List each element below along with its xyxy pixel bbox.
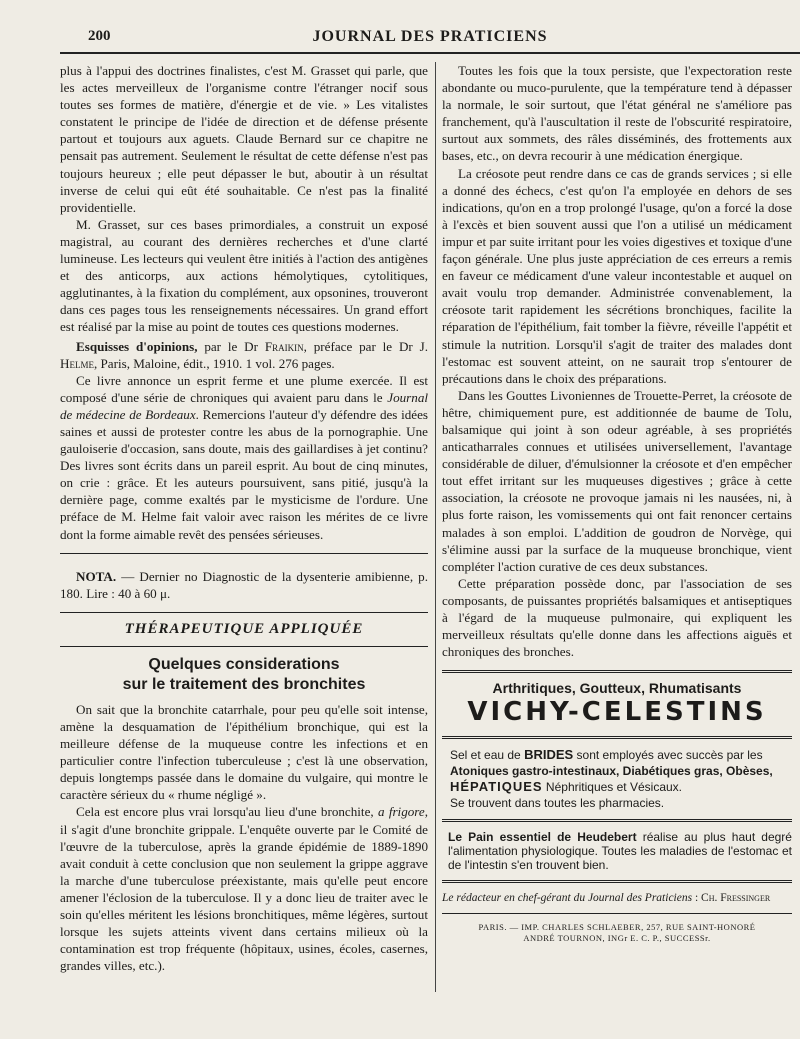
imprint-line: PARIS. — IMP. CHARLES SCHLAEBER, 257, RUE SAINT-HONORÉ: [478, 922, 756, 933]
paragraph: La créosote peut rendre dans ce cas de grands services ; si elle a donné des échecs, c'est qu'on l'a employée en dehors de ses indications, qu'on en a trop prolongé l'usage, qu'on a forcé la dose à l'excès et bien souvent aussi que l'on a utilisé un médicament impur et par suite irritant pour les voies digestives et toxique d'une façon générale. Une plus juste appréciation de ces erreurs a remis en faveur ce médicament d'une valeur incontestable et auquel on avait voulu trop demander. Administrée convenablement, la créosote tarit rapidement les sécrétions bronchiques, facilite la réparation de l'épithélium, fait tomber la fièvre, réveille l'appétit et stimule la nutrition. Lorsqu'il s'agit de traiter des malades dont l'estomac est souvent atteint, on ne saurait trop s'entourer de précautions dans le choix des préparations.: [442, 165, 792, 386]
divider: [442, 880, 792, 883]
text: , Paris, Maloine, édit., 1910. 1 vol. 276 pages.: [93, 355, 335, 371]
text: Ce livre annonce un esprit ferme et une plume exercée. Il est composé d'une série de chroniques qui avaient paru dans le: [60, 372, 428, 405]
ad-brand: BRIDES: [524, 747, 574, 763]
book-review-heading: [60, 338, 428, 372]
text: . Remercions l'auteur d'y défendre des idées saines et aussi de protester contre les abus de la pornographie. Une gauloiserie d'occasion, sans doute, mais des gaillardises à jet continu? Des livres sont écrits dans un pareil esprit. Au bout de cinq minutes, on crie : grâce. Et les auteurs poursuivent, sans pitié, jusqu'à la dernière page, comme exaltés par le mysticisme de l'ordure. Une préface de M. Helme fait valoir avec raison les mérites de ce livre dont la forme aimable revêt des pensées sérieuses.: [60, 406, 428, 542]
header-rule: [60, 52, 800, 54]
paragraph: Toutes les fois que la toux persiste, que l'expectoration reste abondante ou muco-purulente, que la température tend à dépasser la normale, le soir surtout, que l'état général ne s'améliore pas franchement, qu'à l'auscultation il reste de l'obscurité respiratoire, surtout aux sommets, des râles disséminés, des frottements aux bases, etc., on devra recourir à une médication énergique.: [442, 63, 792, 164]
divider: [60, 646, 428, 647]
advertisement-brides: [442, 747, 792, 811]
author-name: Fraikin: [264, 338, 304, 354]
divider: [442, 670, 792, 673]
paragraph: [60, 372, 428, 543]
article-title: [60, 655, 428, 695]
ad-line: Atoniques gastro-intestinaux, Diabétiques gras, Obèses,: [450, 764, 773, 779]
journal-name: Journal de médecine de Bordeaux: [60, 389, 428, 422]
editor-name: : Ch. Fressinger: [692, 892, 771, 905]
left-column: [60, 62, 428, 974]
text: Néphritiques et Vésicaux.: [542, 780, 682, 795]
divider: [442, 819, 792, 822]
paragraph: [60, 803, 428, 974]
paragraph: M. Grasset, sur ces bases primordiales, a construit un exposé magistral, au courant des dernières recherches et d'une clarté lumineuse. Les lecteurs qui veulent être initiés à l'action des antigènes et des anticorps, aux actions hémolytiques, cytolitiques, agglutinantes, à la fixation du complément, aux opsonines, trouveront dans ces pages tous les renseignements nécessaires. Un grand effort est réalisé par la mise au point de toutes ces questions modernes.: [60, 216, 428, 335]
journal-title: JOURNAL DES PRATICIENS: [312, 28, 548, 45]
page-number: 200: [88, 28, 111, 44]
article-title-line: sur le traitement des bronchites: [122, 675, 366, 693]
text: Sel et eau de: [450, 748, 525, 763]
page-header: [60, 28, 800, 50]
nota: [60, 568, 428, 602]
ad-keyword: HÉPATIQUES: [450, 779, 543, 795]
section-heading: THÉRAPEUTIQUE APPLIQUÉE: [124, 620, 364, 637]
ad-brand: Le Pain essentiel de Heudebert: [448, 830, 637, 845]
ad-line: [450, 747, 792, 763]
ad-line: Se trouvent dans toutes les pharmacies.: [450, 796, 665, 811]
imprint-line: ANDRÉ TOURNON, INGr E. C. P., SUCCESSr.: [523, 933, 711, 944]
ad-tagline: Arthritiques, Goutteux, Rhumatisants: [492, 680, 742, 697]
divider: [60, 612, 428, 613]
text: , il s'agit d'une bronchite grippale. L'enquête ouverte par le Comité de l'œuvre de la tuberculose, après la grande épidémie de 1889-1890 avait conduit à cette conclusion que non seulement la grippe aggrave la marche d'une tuberculose préexistante, mais qu'elle peut encore amener l'éclosion de la tuberculose. Il y a donc lieu de traiter avec le soin qu'elles méritent les lésions bronchitiques, même légères, surtout lorsque les sujets atteints vivent dans certains milieux où la contamination est trop fréquente (hôpitaux, usines, écoles, casernes, grandes villes, etc.).: [60, 804, 428, 974]
text: sont employés avec succès par les: [573, 748, 763, 763]
nota-text: — Dernier no Diagnostic de la dysenterie amibienne, p. 180. Lire : 40 à 60 μ.: [60, 568, 428, 601]
advertisement-heudebert: [442, 830, 792, 872]
right-column: [442, 62, 792, 944]
advertisement-vichy: [442, 681, 792, 728]
paragraph: Cette préparation possède donc, par l'association de ses composants, de puissantes propriétés balsamiques et antiseptiques à l'égard de la muqueuse pulmonaire, qui expliquent les merveilleux résultats qu'elle donne dans les affections aiguës et chroniques des bronches.: [442, 575, 792, 660]
editor-line: [442, 891, 792, 905]
column-divider: [435, 62, 436, 992]
book-title: Esquisses d'opinions,: [76, 338, 198, 354]
text: réalise au plus haut degré l'alimentation physiologique. Toutes les maladies de l'estomac et de l'intestin s'en trouvent bien.: [448, 830, 792, 873]
printer-imprint: [442, 922, 792, 944]
paragraph: plus à l'appui des doctrines finalistes, c'est M. Grasset qui parle, que les actes merveilleux de l'organisme contre l'étranger nocif sous toutes ses formes de matière, d'énergie et de vie. » Les vitalistes constatent le principe de l'idée de direction et de défense présente partout et toujours aux aguets. Claude Bernard sur ce chapitre ne pensait pas autrement. Seulement le résultat de cette défense n'est pas toujours heureux ; elle peut dépasser le but, aboutir à un résultat inverse de celui qui eût été souhaitable. Ce n'est pas la finalité providentielle.: [60, 63, 428, 215]
paragraph: Dans les Gouttes Livoniennes de Trouette-Perret, la créosote de hêtre, chimiquement pure, est additionnée de baume de Tolu, balsamique qui joint à son odeur agréable, à ses propriétés anticatharrales connues et utilisées universellement, l'avantage considérable de diluer, d'émulsionner la créosote et d'en empêcher tout effet irritant sur les muqueuses digestives ; grâce à cette association, la créosote ne provoque jamais ni les nausées, ni, à plus forte raison, les vomissements qui ont fait renoncer certains malades à son emploi. L'addition de goudron de Norvège, qui s'élimine aussi par la surface de la muqueuse bronchique, vient compléter l'action curative de ces deux substances.: [442, 387, 792, 574]
ad-brand: VICHY-CELESTINS: [467, 697, 767, 728]
paragraph: On sait que la bronchite catarrhale, pour peu qu'elle soit intense, amène la desquamation de l'épithélium bronchique, qui est la meilleure défense de la muqueuse contre les infections et en particulier contre l'infection tuberculeuse ; c'est là une observation, depuis longtemps passée dans le domaine du vulgaire, qui montre le caractère sérieux du « rhume négligé ».: [60, 701, 428, 803]
text: Cela est encore plus vrai lorsqu'au lieu d'une bronchite,: [76, 804, 378, 820]
divider: [442, 913, 792, 914]
nota-label: NOTA.: [76, 568, 117, 584]
divider: [442, 736, 792, 739]
divider: [60, 553, 428, 554]
author-name: Helme: [60, 355, 94, 371]
journal-name: Journal des Praticiens: [587, 892, 693, 905]
article-title-line: Quelques considerations: [148, 655, 340, 673]
text: Le rédacteur en chef-gérant du: [442, 892, 588, 905]
text: , préface par le Dr J.: [303, 338, 428, 354]
ad-line: [450, 779, 792, 795]
text: par le Dr: [197, 338, 265, 354]
latin-term: a frigore: [377, 804, 425, 820]
